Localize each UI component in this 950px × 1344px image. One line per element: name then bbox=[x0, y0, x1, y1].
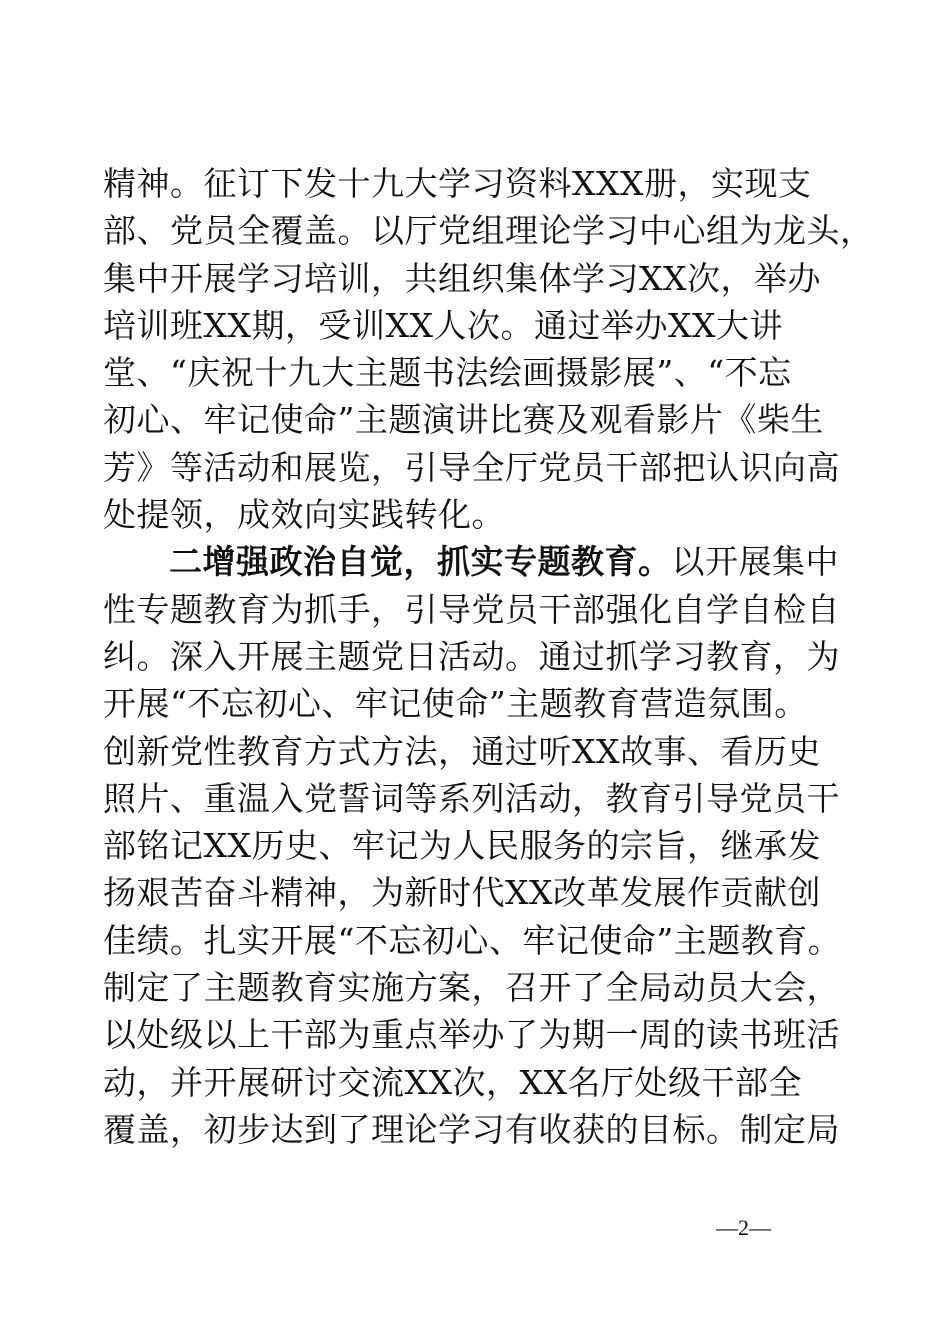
document-body bbox=[103, 160, 874, 1153]
text-line: 部、党员全覆盖。以厅党组理论学习中心组为龙头， bbox=[103, 211, 874, 251]
text-line: 以处级以上干部为重点举办了为期一周的读书班活 bbox=[103, 1015, 840, 1055]
paragraph-1 bbox=[103, 160, 874, 538]
text-run: 以开展集中 bbox=[671, 542, 839, 582]
text-line: 芳》等活动和展览，引导全厅党员干部把认识向高 bbox=[103, 447, 840, 487]
text-line: 性专题教育为抓手，引导党员干部强化自学自检自 bbox=[103, 589, 840, 629]
text-line: 处提领，成效向实践转化。 bbox=[103, 495, 505, 535]
text-line: 集中开展学习培训，共组织集体学习XX次，举办 bbox=[103, 258, 821, 298]
text-line: 扬艰苦奋斗精神，为新时代XX改革发展作贡献创 bbox=[103, 873, 821, 913]
text-line: 创新党性教育方式方法，通过听XX故事、看历史 bbox=[103, 731, 821, 771]
text-line: 培训班XX期，受训XX人次。通过举办XX大讲 bbox=[103, 305, 783, 345]
text-line: 堂、“庆祝十九大主题书法绘画摄影展”、“不忘 bbox=[103, 353, 792, 393]
text-line: 部铭记XX历史、牢记为人民服务的宗旨，继承发 bbox=[103, 826, 821, 866]
text-line: 精神。征订下发十九大学习资料XXX册，实现支 bbox=[103, 164, 812, 203]
text-line: 纠。深入开展主题党日活动。通过抓学习教育，为 bbox=[103, 636, 840, 676]
page-number: —2— bbox=[716, 1215, 771, 1240]
text-line: 照片、重温入党誓词等系列活动，教育引导党员干 bbox=[103, 778, 840, 818]
text-line: 覆盖，初步达到了理论学习有收获的目标。制定局 bbox=[103, 1109, 840, 1149]
text-line: 动，并开展研讨交流XX次，XX名厅处级干部全 bbox=[103, 1062, 802, 1102]
paragraph-2 bbox=[103, 538, 848, 1153]
text-line: 初心、牢记使命”主题演讲比赛及观看影片《柴生 bbox=[103, 400, 824, 440]
text-line: 佳绩。扎实开展“不忘初心、牢记使命”主题教育。 bbox=[103, 920, 842, 960]
section-heading: 二增强政治自觉，抓实专题教育。 bbox=[169, 542, 672, 582]
text-line: 制定了主题教育实施方案，召开了全局动员大会， bbox=[103, 968, 840, 1008]
text-line: 开展“不忘初心、牢记使命”主题教育营造氛围。 bbox=[103, 684, 808, 724]
paragraph-2-first-line bbox=[103, 538, 848, 585]
